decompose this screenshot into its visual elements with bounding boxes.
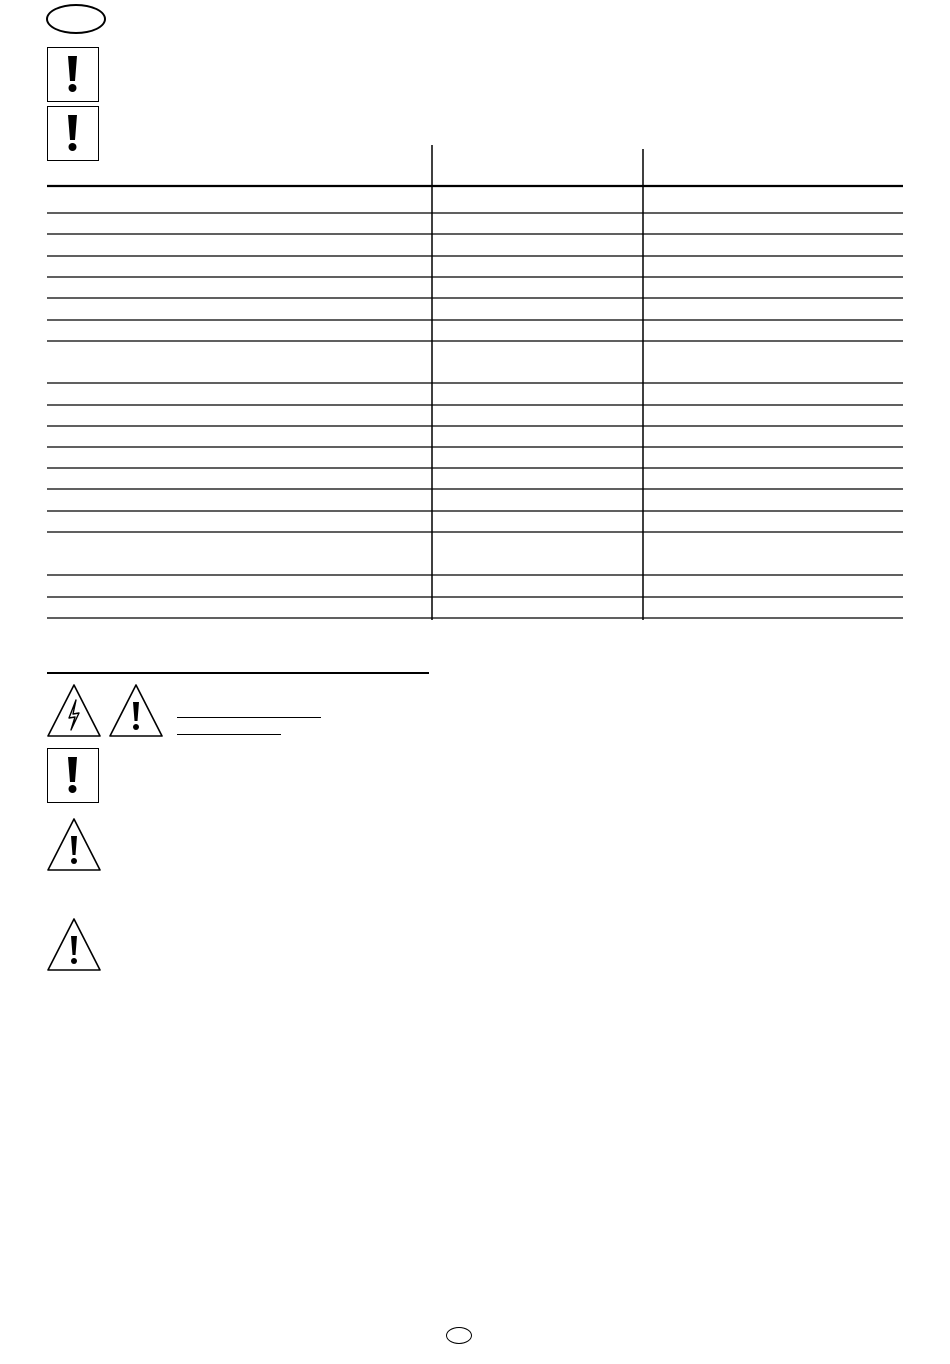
spec-table [47, 145, 903, 620]
spec-table-grid [47, 145, 903, 620]
safety-section-rule [47, 672, 429, 674]
safety-link-line[interactable] [177, 717, 321, 718]
exclamation-triangle-icon [45, 816, 103, 872]
page-number-badge [446, 1327, 472, 1344]
lightning-triangle-icon [45, 682, 103, 738]
exclamation-box-icon [47, 748, 99, 803]
safety-link-line[interactable] [177, 734, 281, 735]
language-badge [46, 4, 106, 34]
exclamation-box-icon [47, 47, 99, 102]
exclamation-triangle-icon [107, 682, 165, 738]
exclamation-triangle-icon [45, 916, 103, 972]
